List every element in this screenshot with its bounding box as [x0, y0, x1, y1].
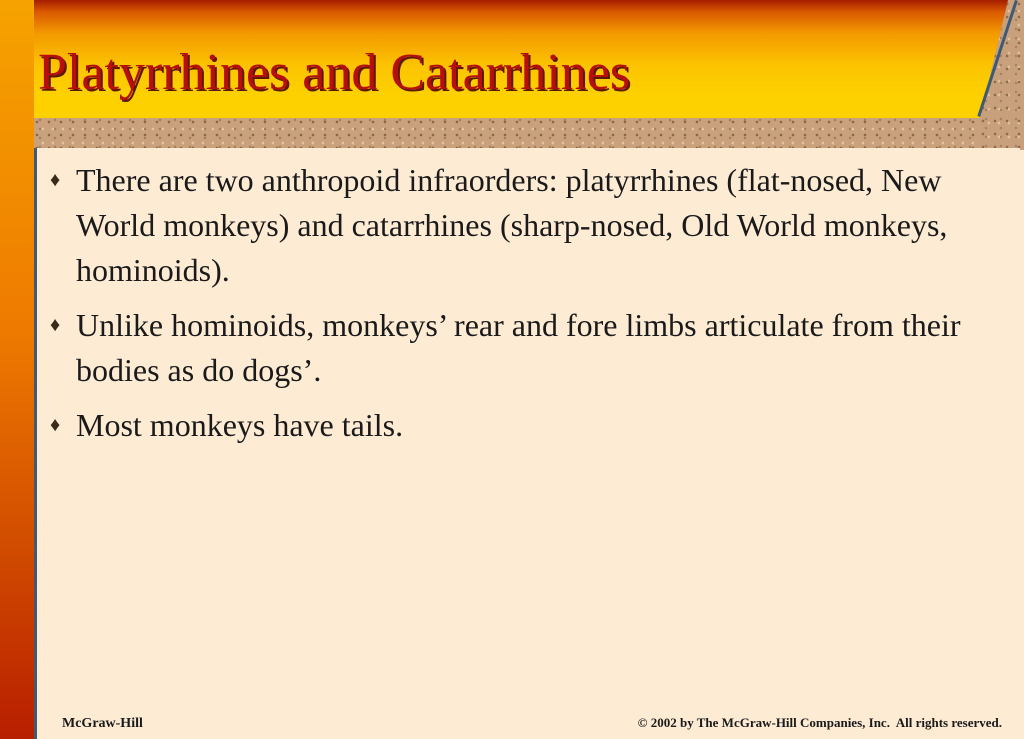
diamond-icon: ♦ [50, 314, 61, 336]
bullet-text: There are two anthropoid infraorders: platyrrhines (flat-nosed, New World monkeys) and catarrhines (sharp-nosed, Old World monkeys, hominoids). [76, 162, 948, 288]
slide-title: Platyrrhines and Catarrhines [38, 44, 631, 101]
bullet-text: Unlike hominoids, monkeys’ rear and fore limbs articulate from their bodies as do dogs’. [76, 307, 961, 388]
footer-publisher: McGraw-Hill [62, 716, 143, 731]
bullet-item [48, 158, 988, 293]
bullet-item [48, 303, 988, 393]
bullet-text: Most monkeys have tails. [76, 407, 404, 443]
left-gradient-band [0, 0, 34, 739]
diamond-icon: ♦ [50, 414, 61, 436]
cork-texture-strip [34, 118, 1024, 148]
diamond-icon: ♦ [50, 169, 61, 191]
footer-copyright: © 2002 by The McGraw-Hill Companies, Inc. All rights reserved. [637, 715, 1002, 730]
bullet-item [48, 403, 988, 448]
bullet-list [48, 158, 988, 458]
